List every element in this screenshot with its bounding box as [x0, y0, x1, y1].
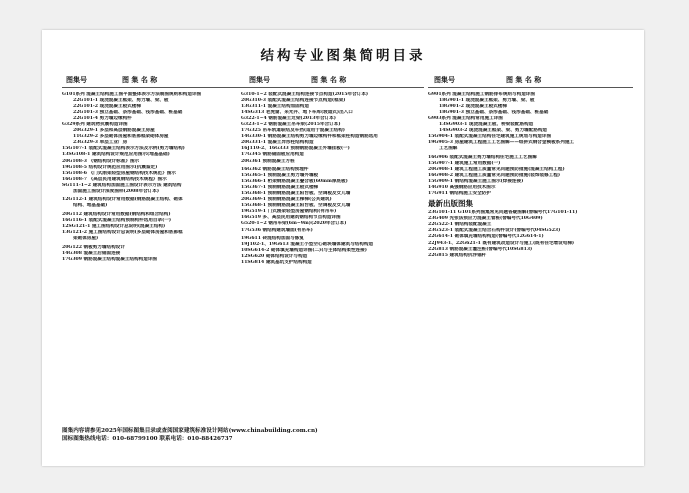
catalog-entry: 16G108-7 《高层民用建筑钢结构技术规程》图示	[62, 176, 167, 182]
header-atlas-number: 图集号	[434, 76, 455, 84]
catalog-entry: 20G310-3 装配式混凝土结构连接节点构造(框架)	[241, 98, 346, 104]
catalog-entry: 11SG814 建筑基坑支护结构构造	[241, 260, 312, 266]
catalog-entry: 23G101-11 G101系列图集常见问题答疑图解(替编号代17G101-11)	[428, 210, 578, 216]
catalog-entry: 19G519-1 门式刚架轻型房屋钢结构(有吊车)	[241, 209, 337, 215]
catalog-entry: 16G116-1 装配式混凝土结构预制构件选用目录(一)	[62, 217, 172, 223]
catalog-entry: 17G325 吊车轨道联结及车挡(适用于混凝土结构)	[241, 128, 345, 134]
catalog-entry: 15G909-1 钢结构混凝土施工图示(焊接连接)	[428, 179, 524, 185]
catalog-entry: 22G101-4 剪力墙边缘构件	[73, 116, 132, 122]
catalog-entry: 10SG614-2 砌体填充墙构造详图(二)(与主体结构柔性连接)	[241, 248, 367, 254]
catalog-entry: 19G905-3 房屋建筑工程施工工艺图解——组拼式钢合金模板系列施工	[428, 140, 575, 146]
catalog-entry: 15G366-1 桁架钢筋混凝土叠合板(60mm厚底板)	[241, 179, 348, 185]
catalog-entry: 20G108-3 《钢结构设计标准》图示	[62, 158, 140, 164]
catalog-entry: 13SG108-1 建筑结构设计规范应用图示(地基基础)	[62, 152, 170, 158]
catalog-entry: 23G523-1 装配式混凝土结合石构件设计(替编号代04SG523)	[428, 228, 561, 234]
catalog-entry: 17G911 钢结构施工安全防护	[428, 191, 491, 197]
catalog-entry: 15G108-6 《门式刚架轻型房屋钢结构技术规范》图示	[62, 170, 176, 176]
catalog-entry: 14SG903-2 现浇混凝土框架、梁、剪力墙配筋构造	[439, 128, 548, 134]
catalog-entry: 结构、地基基础)	[73, 203, 108, 209]
catalog-entry: 13G121-2 施工图结构设计总说明(多层砌体房屋和底部框	[62, 230, 183, 236]
column-header	[62, 74, 244, 88]
catalog-entry: 18G901-1 现浇混凝土框架、剪力墙、梁、板	[439, 98, 535, 104]
catalog-entry: 19G611 砖混结构加固与修复	[241, 236, 304, 242]
catalog-entry: 14G910 高强钢筋应用技术图示	[428, 185, 496, 191]
column-header	[428, 74, 633, 88]
catalog-entry: 16G906 装配式混凝土剪力墙结构住宅施工工艺图解	[428, 154, 537, 160]
catalog-entry: G101系列 混凝土结构施工图平面整体表示方法制图规则和构造详图	[62, 92, 202, 97]
contact-footer	[62, 427, 318, 443]
catalog-entry: 20G329-1 多层和高层钢筋混凝土房屋	[73, 128, 155, 134]
header-atlas-name: 图 集 名 称	[506, 76, 542, 84]
catalog-entry: 22G522-1 钢结构装配混凝土	[428, 222, 492, 228]
catalog-entry: 16G519 多、高层民用建筑钢结构节点构造详图	[241, 215, 341, 221]
catalog-entry: 14SG313 老虎窗、采光井、地下车库(坡道式)出入口	[241, 110, 353, 116]
catalog-entry: 22G101-2 现浇混凝土板式楼梯	[73, 104, 141, 110]
catalog-entry: G322-1~4 钢筋混凝土过梁(2013年合订本)	[241, 116, 336, 122]
catalog-entry: 22G101-3 独立基础、条形基础、筏形基础、桩基础	[73, 110, 183, 116]
catalog-entry: 13G311-1 混凝土结构加固构造	[241, 104, 309, 110]
catalog-column-1	[62, 74, 244, 263]
catalog-entry: 22G815 建筑结构抗浮锚杆	[428, 252, 487, 258]
catalog-entry: 12SG121-1 施工图结构设计总说明(混凝土结构)	[62, 223, 166, 229]
catalog-entry: 23G329-3 单层工业厂房	[73, 140, 128, 146]
catalog-entry: 12SG620 砌体结构设计与构造	[241, 254, 308, 260]
catalog-entry: 20G908-1 建筑工程施工质量常见问题预防措施(混凝土结构工程)	[428, 167, 565, 173]
catalog-entry: 15G107-1 装配式混凝土结构表示方法及示例(剪力墙结构)	[62, 146, 185, 152]
header-atlas-number: 图集号	[249, 76, 270, 84]
catalog-entry: 14G308 混凝土后锚固连接	[62, 250, 121, 256]
catalog-entry: 15G368-1 预制钢筋混凝土阳台板、空调板及女儿墙	[241, 191, 351, 197]
catalog-entry: SG111-1~2 建筑结构加固施工图设计表示方法 建筑结构	[62, 182, 182, 188]
catalog-entry: G323-1~2 钢筋混凝土吊车梁(2015年合订本)	[241, 122, 341, 128]
catalog-entry: 14G330-1 钢筋混凝土结构剪力墙边缘构件和框架柱构造钢筋选用	[241, 134, 378, 140]
catalog-entry: 11G329-2 多层砌体房屋和底部框架砌体房屋	[73, 134, 169, 140]
catalog-entry: 15G365-1 预制混凝土剪力墙外墙板	[241, 173, 319, 179]
catalog-entry: 20G331-1 混凝土异形柱结构构造	[241, 140, 314, 146]
column-header	[241, 74, 424, 88]
page-title: 结构专业图集简明目录	[260, 48, 426, 64]
catalog-entry: 20G361 预制混凝土方桩	[241, 158, 295, 164]
footer-hotline: 国标图集热线电话：010-68799100 联系电话：010-88426737	[62, 436, 233, 442]
catalog-entry: 16G362 钢筋混凝土结构预埋件	[241, 167, 309, 173]
catalog-entry: 12G112-1 建筑结构设计常用数据(钢筋混凝土结构、砌体	[62, 197, 183, 203]
catalog-entry: 20G122 钢板剪力墙结构设计	[62, 244, 125, 250]
catalog-column-2	[241, 74, 424, 266]
section-heading: 最新出版图集	[428, 199, 473, 209]
catalog-entry: 加固施工图设计深度图样(2008年合订本)	[73, 188, 160, 194]
catalog-entry: 22G813 钢筋混凝土灌注桩(替编号代10SG813)	[428, 246, 533, 252]
footer-website-note: 图集内容请参见2025年国标图集目录或查阅国家建筑标准设计网站(www.chinabuilding.com.cn)	[62, 428, 318, 434]
catalog-entry: 13SG903-1 现浇混凝土板、桥梁装配筋构造	[439, 122, 534, 128]
catalog-entry: 15G367-1 预制钢筋混凝土板式楼梯	[241, 185, 319, 191]
catalog-entry: 17G345 钢筋锚固板应用构造	[241, 152, 304, 158]
catalog-entry: 工艺图解	[439, 146, 458, 152]
catalog-entry: 18G901-2 现浇混凝土板式楼梯	[439, 104, 507, 110]
catalog-entry: 22G614-1 砌体填充墙结构构造(替编号代12G614-1)	[428, 234, 544, 240]
catalog-entry: 架砌体房屋)	[73, 236, 99, 242]
catalog-entry: G310-1~2 装配式混凝土结构连接节点构造(2015年合订本)	[241, 92, 369, 97]
catalog-entry: 20G369-1 预制钢筋混凝土梯梯(公共建筑)	[241, 197, 332, 203]
catalog-entry: G903系列 混凝土结构常用施工详图	[428, 116, 503, 122]
catalog-entry: 15G904-1 装配式混凝土结构住宅建筑施工规划与构造详图	[428, 134, 552, 140]
header-atlas-number: 图集号	[66, 76, 87, 84]
catalog-entry: 19J102-1、19G613 混凝土小型空心砌块墙体建筑与结构构造	[241, 242, 374, 248]
catalog-column-3	[428, 74, 633, 259]
catalog-entry: G901系列 混凝土结构施工钢筋排布规则与构造详图	[428, 92, 535, 97]
catalog-entry: G520-1~2 钢吊车梁(6m~9m)(2020年合订本)	[241, 221, 347, 227]
catalog-entry: 16G908-2 建筑工程施工质量常见问题预防措施(装饰装修工程)	[428, 173, 561, 179]
catalog-entry: G329系列 建筑物抗震构造详图	[62, 122, 128, 128]
catalog-entry: 23G409 先张法预应力混凝土管桩(替编号代10G409)	[428, 216, 543, 222]
header-atlas-name: 图 集 名 称	[311, 76, 347, 84]
catalog-entry: 15G368-1 预制钢筋混凝土阳台板、空调板及女儿墙	[241, 203, 351, 209]
catalog-page	[42, 30, 644, 466]
catalog-entry: 16J110-2、16G333 预制钢筋混凝土外墙挂板(一)	[241, 146, 350, 152]
header-atlas-name: 图 集 名 称	[122, 76, 158, 84]
catalog-entry: 15G907-1 建筑施工常用数据(一)	[428, 161, 501, 167]
catalog-entry: 22G101-1 现浇混凝土框架、剪力墙、梁、板	[73, 98, 169, 104]
catalog-entry: 18G901-3 独立基础、条形基础、筏形基础、桩基础	[439, 110, 549, 116]
catalog-entry: 17G309 钢筋混凝土结构混凝土结构构造详图	[62, 256, 158, 262]
catalog-entry: 22J943-1、22G621-1 既有建筑改造设计与施工(既有住宅增设电梯)	[428, 240, 575, 246]
catalog-entry: 20G112 建筑结构设计常用数据(钢结构和组合结构)	[62, 211, 171, 217]
catalog-entry: 19G108-5 结构设计规范应用图示(抗震鉴定)	[62, 164, 158, 170]
catalog-entry: 17G536 钢结构建筑墙面(有吊车)	[241, 227, 313, 233]
